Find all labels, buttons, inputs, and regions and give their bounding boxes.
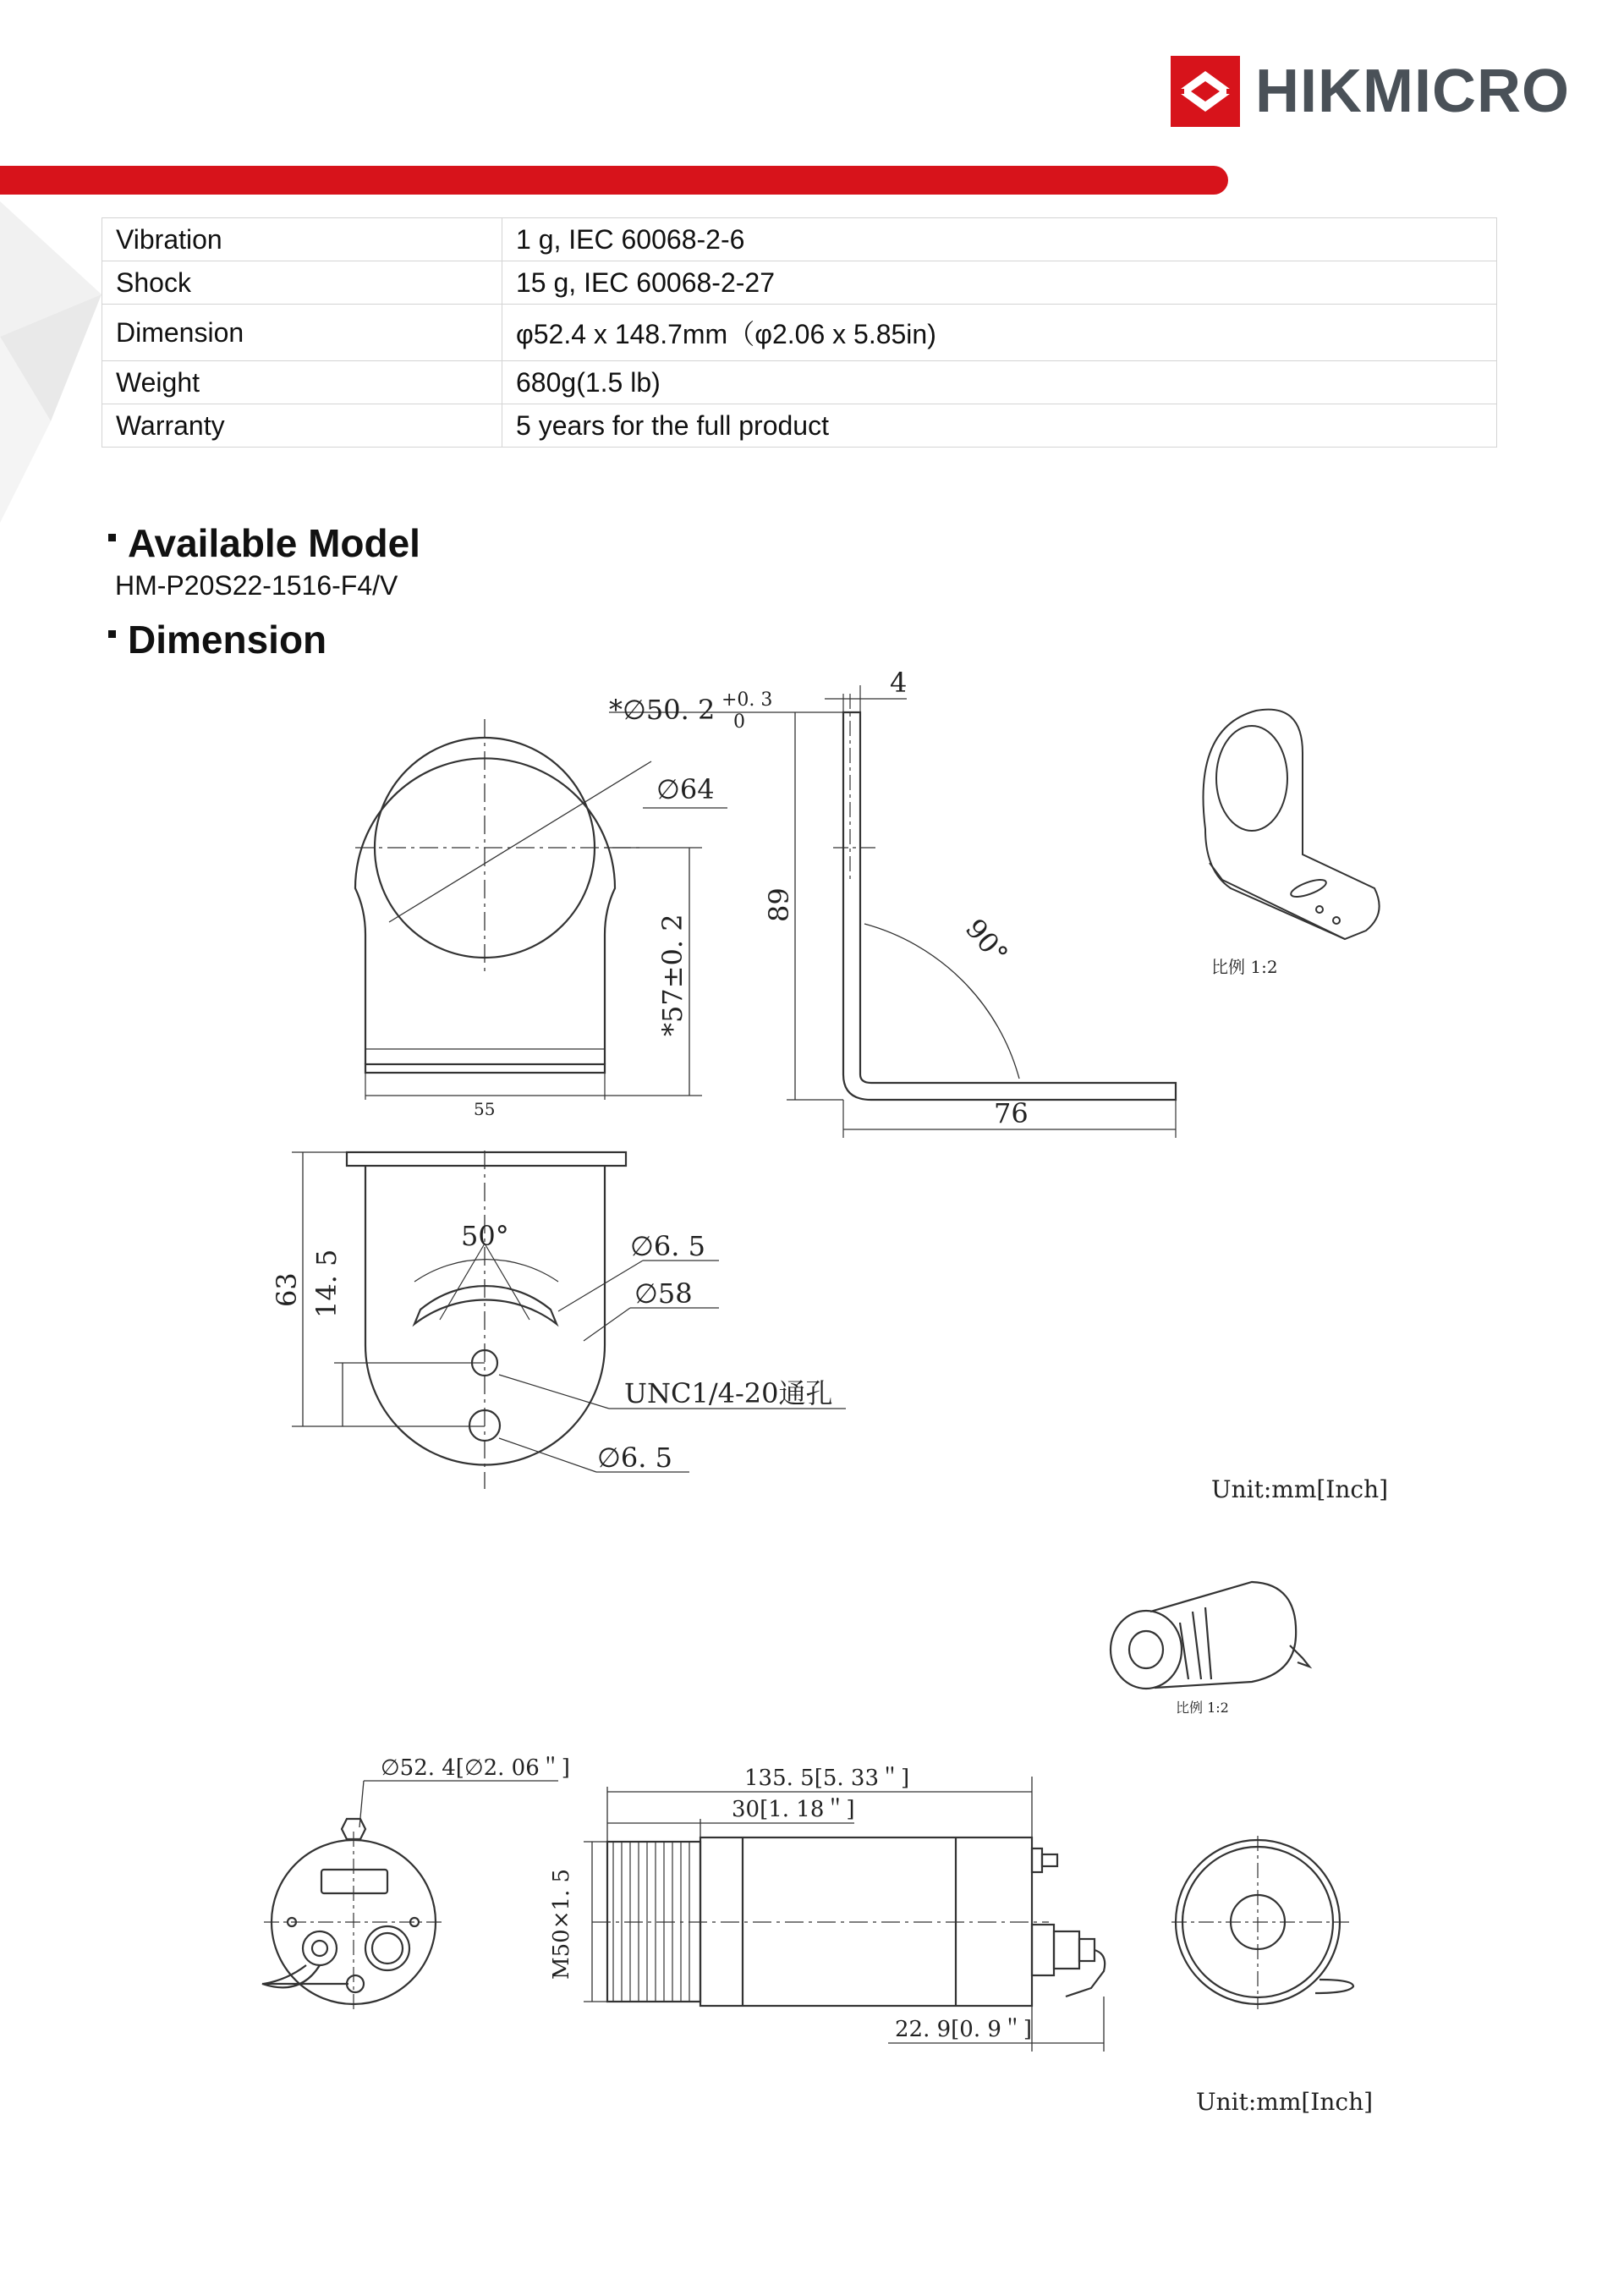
spec-label: Shock: [102, 261, 502, 305]
camera-back-view: [262, 1819, 443, 2013]
bracket-front-base: [365, 1064, 605, 1073]
spec-value: 5 years for the full product: [502, 404, 1497, 448]
bracket-dimension-drawing: [0, 668, 1624, 1523]
thread-length-label: 30[1. 18＂]: [732, 1797, 855, 1822]
camera-length-label: 135. 5[5. 33＂]: [744, 1766, 910, 1791]
arc-dia-label: ∅58: [634, 1277, 693, 1310]
spec-value: 680g(1.5 lb): [502, 361, 1497, 404]
hikmicro-logo-icon: [1171, 56, 1240, 127]
spec-value: 1 g, IEC 60068-2-6: [502, 218, 1497, 261]
camera-front-view: [1171, 1836, 1353, 2009]
height-89-label: 89: [763, 887, 795, 922]
camera-unit-label: Unit:mm[Inch]: [1196, 2088, 1374, 2116]
bore-tol-lower: 0: [733, 711, 745, 733]
thread-size-label: M50×1. 5: [549, 1868, 574, 1980]
bracket-3d-view: [1204, 710, 1380, 939]
base-76-label: 76: [994, 1097, 1029, 1129]
width-55-label: 55: [474, 1099, 496, 1119]
slot-width-label: ∅6. 5: [630, 1230, 705, 1262]
bracket-side-profile: [843, 712, 1176, 1100]
height-57-label: *57±0. 2: [656, 914, 689, 1036]
spec-label: Vibration: [102, 218, 502, 261]
spec-table: [102, 217, 1497, 448]
angle-90-label: 90°: [958, 912, 1015, 970]
table-row: [102, 305, 1497, 361]
mount-hole-label: ∅6. 5: [597, 1442, 672, 1474]
bore-tol-upper: +0. 3: [721, 689, 773, 711]
spec-label: Warranty: [102, 404, 502, 448]
camera-side-view: [592, 1837, 1105, 2006]
bracket-scale-label: 比例 1:2: [1211, 957, 1278, 977]
height-14-5-label: 14. 5: [310, 1249, 343, 1318]
camera-diameter-label: ∅52. 4[∅2. 06＂]: [381, 1755, 570, 1781]
spec-label: Weight: [102, 361, 502, 404]
bracket-unit-label: Unit:mm[Inch]: [1211, 1475, 1389, 1503]
outer-dia-label: ∅64: [656, 773, 715, 805]
spec-label: Dimension: [102, 305, 502, 361]
watermark-graphic: [0, 201, 118, 523]
model-number: HM-P20S22-1516-F4/V: [115, 570, 398, 601]
bullet-icon: [108, 534, 116, 541]
arc-angle-label: 50°: [461, 1220, 509, 1252]
table-row: [102, 404, 1497, 448]
table-row: [102, 361, 1497, 404]
spec-value: φ52.4 x 148.7mm（φ2.06 x 5.85in): [502, 305, 1497, 361]
camera-scale-label: 比例 1:2: [1176, 1700, 1229, 1716]
bracket-arc-slot: [414, 1286, 557, 1324]
available-model-heading: Available Model: [108, 519, 420, 567]
connector-length-label: 22. 9[0. 9＂]: [895, 2017, 1033, 2042]
header-red-bar: [0, 166, 1228, 195]
camera-dimension-drawing: [0, 1557, 1624, 2098]
brand-name: HIKMICRO: [1255, 58, 1570, 125]
height-63-label: 63: [271, 1272, 303, 1307]
dimension-heading: Dimension: [108, 616, 326, 663]
spec-value: 15 g, IEC 60068-2-27: [502, 261, 1497, 305]
thread-hole-label: UNC1/4-20通孔: [624, 1377, 833, 1409]
bullet-icon: [108, 630, 116, 638]
table-row: [102, 218, 1497, 261]
camera-3d-view: [1111, 1582, 1309, 1689]
bracket-bottom-base: [347, 1152, 626, 1166]
bore-dimension-label: *∅50. 2: [609, 694, 716, 726]
table-row: [102, 261, 1497, 305]
thickness-label: 4: [890, 668, 908, 699]
